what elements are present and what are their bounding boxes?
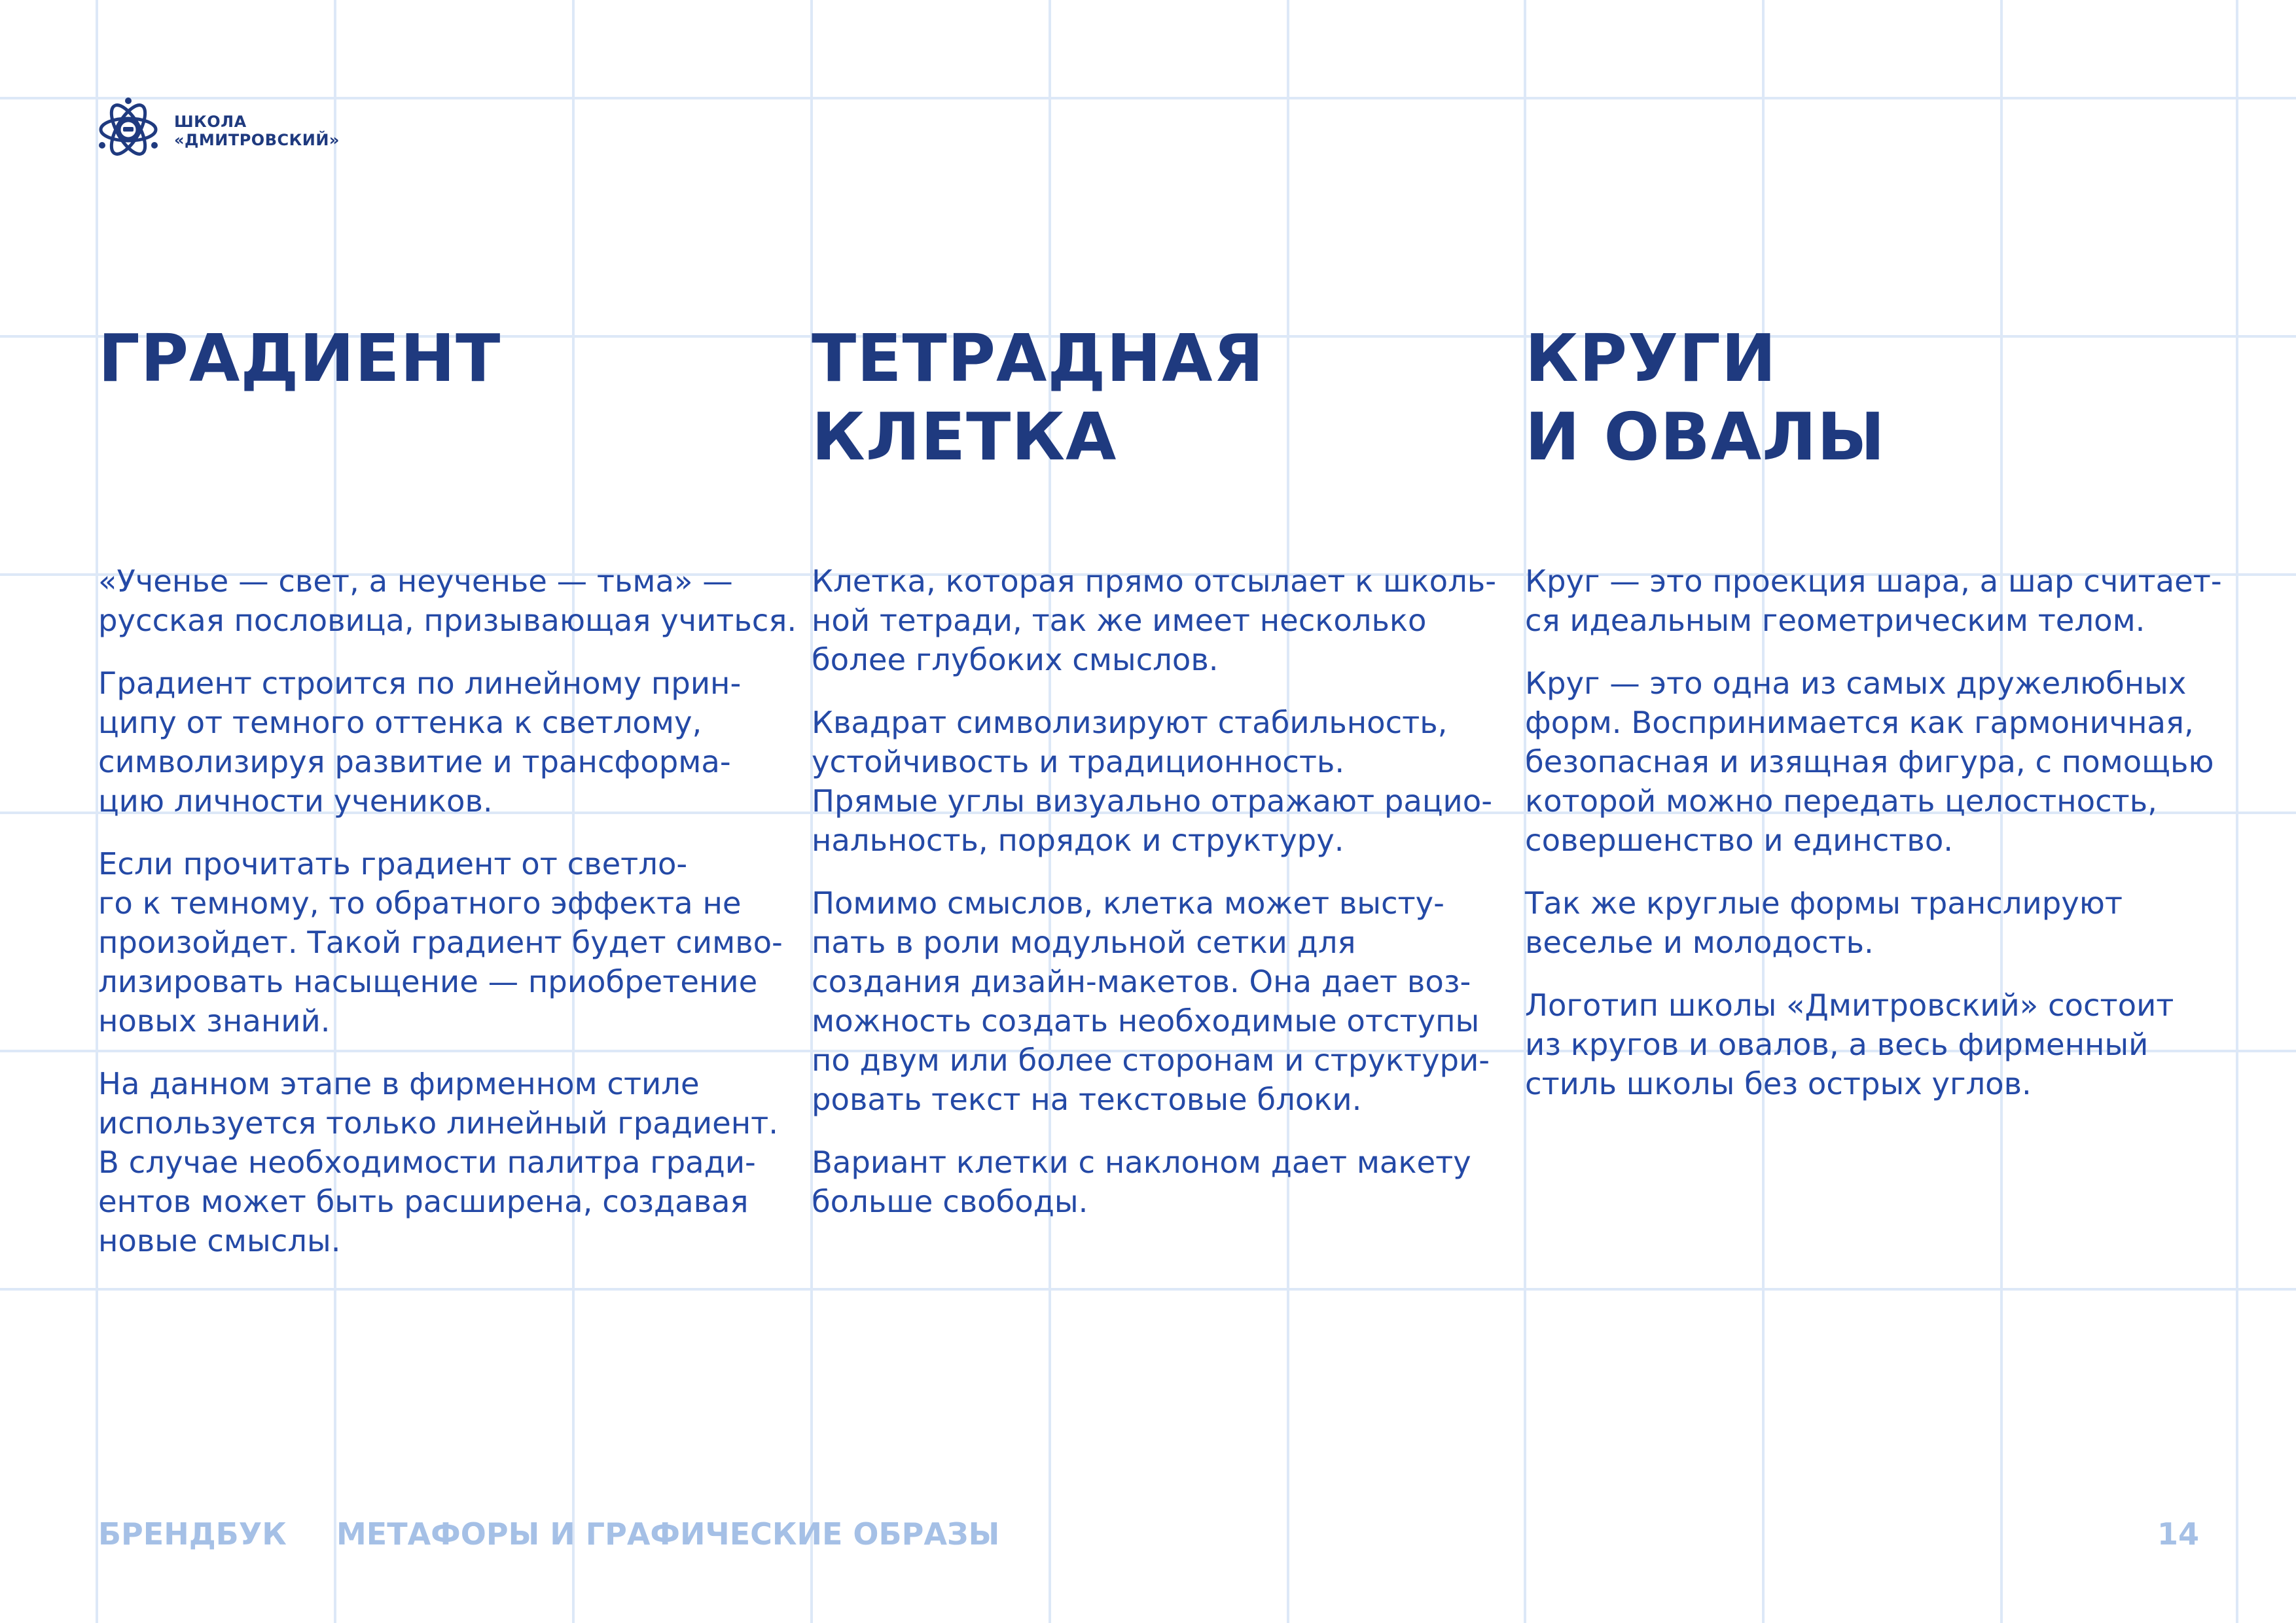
paragraph-line: русская пословица, призывающая учиться.	[98, 603, 797, 638]
paragraph	[812, 883, 1492, 1119]
paragraph-line: Помимо смыслов, клетка может высту-	[812, 885, 1444, 921]
paragraph	[1525, 883, 2206, 962]
paragraph-line: безопасная и изящная фигура, с помощью	[1525, 744, 2214, 779]
paragraph-line: символизируя развитие и трансформа-	[98, 744, 731, 779]
column-body	[812, 562, 1496, 1221]
column-2	[812, 319, 1496, 1245]
paragraph	[812, 1143, 1492, 1221]
paragraph-line: используется только линейный градиент.	[98, 1105, 778, 1141]
paragraph-line: Прямые углы визуально отражают рацио-	[812, 783, 1492, 819]
paragraph-line: устойчивость и традиционность.	[812, 744, 1345, 779]
paragraph-line: Квадрат символизируют стабильность,	[812, 705, 1448, 740]
paragraph-line: которой можно передать целостность,	[1525, 783, 2157, 819]
paragraph-line: «Ученье — свет, а неученье — тьма» —	[98, 563, 733, 599]
paragraph-line: форм. Воспринимается как гармоничная,	[1525, 705, 2194, 740]
column-title-line: ТЕТРАДНАЯ	[812, 320, 1265, 397]
column-title-line: КЛЕТКА	[812, 399, 1117, 475]
column-title	[812, 319, 1492, 562]
column-title	[1525, 319, 2206, 562]
paragraph-line: создания дизайн-макетов. Она дает воз-	[812, 964, 1471, 999]
paragraph	[1525, 664, 2214, 860]
paragraph-line: Круг — это одна из самых дружелюбных	[1525, 666, 2187, 701]
paragraph-line: го к темному, то обратного эффекта не	[98, 885, 742, 921]
paragraph	[1525, 986, 2206, 1103]
paragraph-line: больше свободы.	[812, 1184, 1088, 1219]
paragraph-line: ентов может быть расширена, создавая	[98, 1184, 749, 1219]
footer-section: БРЕНДБУК	[98, 1516, 287, 1552]
paragraph-line: ровать текст на текстовые блоки.	[812, 1082, 1362, 1117]
paragraph-line: более глубоких смыслов.	[812, 642, 1219, 677]
paragraph	[1525, 562, 2222, 640]
paragraph-line: В случае необходимости палитра гради-	[98, 1145, 756, 1180]
paragraph-line: веселье и молодость.	[1525, 925, 1874, 960]
paragraph	[812, 562, 1496, 679]
school-logo[interactable]	[97, 97, 346, 164]
paragraph-line: новых знаний.	[98, 1003, 331, 1039]
column-title-line: КРУГИ	[1525, 320, 1777, 397]
paragraph	[98, 1064, 779, 1260]
column-title-line: И ОВАЛЫ	[1525, 399, 1886, 475]
paragraph-line: лизировать насыщение — приобретение	[98, 964, 758, 999]
atom-school-logo-icon	[97, 97, 160, 162]
paragraph-line: Если прочитать градиент от светло-	[98, 846, 688, 882]
paragraph-line: ся идеальным геометрическим телом.	[1525, 603, 2145, 638]
paragraph-line: ципу от темного оттенка к светлому,	[98, 705, 702, 740]
paragraph	[812, 703, 1492, 860]
logo-line-1: ШКОЛА	[174, 113, 247, 131]
paragraph-line: пать в роли модульной сетки для	[812, 925, 1356, 960]
column-title	[98, 319, 779, 562]
paragraph-line: по двум или более сторонам и структури-	[812, 1043, 1490, 1078]
paragraph-line: На данном этапе в фирменном стиле	[98, 1066, 700, 1101]
paragraph-line: нальность, порядок и структуру.	[812, 823, 1344, 858]
paragraph-line: из кругов и овалов, а весь фирменный	[1525, 1027, 2149, 1062]
column-1	[98, 319, 797, 1284]
paragraph-line: можность создать необходимые отступы	[812, 1003, 1480, 1039]
paragraph-line: совершенство и единство.	[1525, 823, 1954, 858]
paragraph	[98, 562, 797, 640]
column-body	[1525, 562, 2222, 1103]
column-body	[98, 562, 797, 1260]
paragraph-line: Круг — это проекция шара, а шар считает-	[1525, 563, 2222, 599]
paragraph-line: ной тетради, так же имеет несколько	[812, 603, 1427, 638]
paragraph-line: произойдет. Такой градиент будет симво-	[98, 925, 783, 960]
paragraph-line: Градиент строится по линейному прин-	[98, 666, 742, 701]
logo-wordmark	[174, 113, 340, 149]
paragraph-line: Так же круглые формы транслируют	[1525, 885, 2123, 921]
logo-line-2: «ДМИТРОВСКИЙ»	[174, 131, 340, 149]
paragraph	[98, 844, 783, 1041]
paragraph-line: Логотип школы «Дмитровский» состоит	[1525, 988, 2174, 1023]
paragraph	[98, 664, 779, 821]
column-3	[1525, 319, 2222, 1127]
paragraph-line: Вариант клетки с наклоном дает макету	[812, 1145, 1471, 1180]
column-title-line: ГРАДИЕНТ	[98, 320, 501, 397]
paragraph-line: стиль школы без острых углов.	[1525, 1066, 2032, 1101]
paragraph-line: новые смыслы.	[98, 1223, 341, 1258]
page-number: 14	[2157, 1516, 2199, 1552]
paragraph-line: цию личности учеников.	[98, 783, 493, 819]
footer-chapter: МЕТАФОРЫ И ГРАФИЧЕСКИЕ ОБРАЗЫ	[336, 1516, 1000, 1552]
paragraph-line: Клетка, которая прямо отсылает к школь-	[812, 563, 1496, 599]
